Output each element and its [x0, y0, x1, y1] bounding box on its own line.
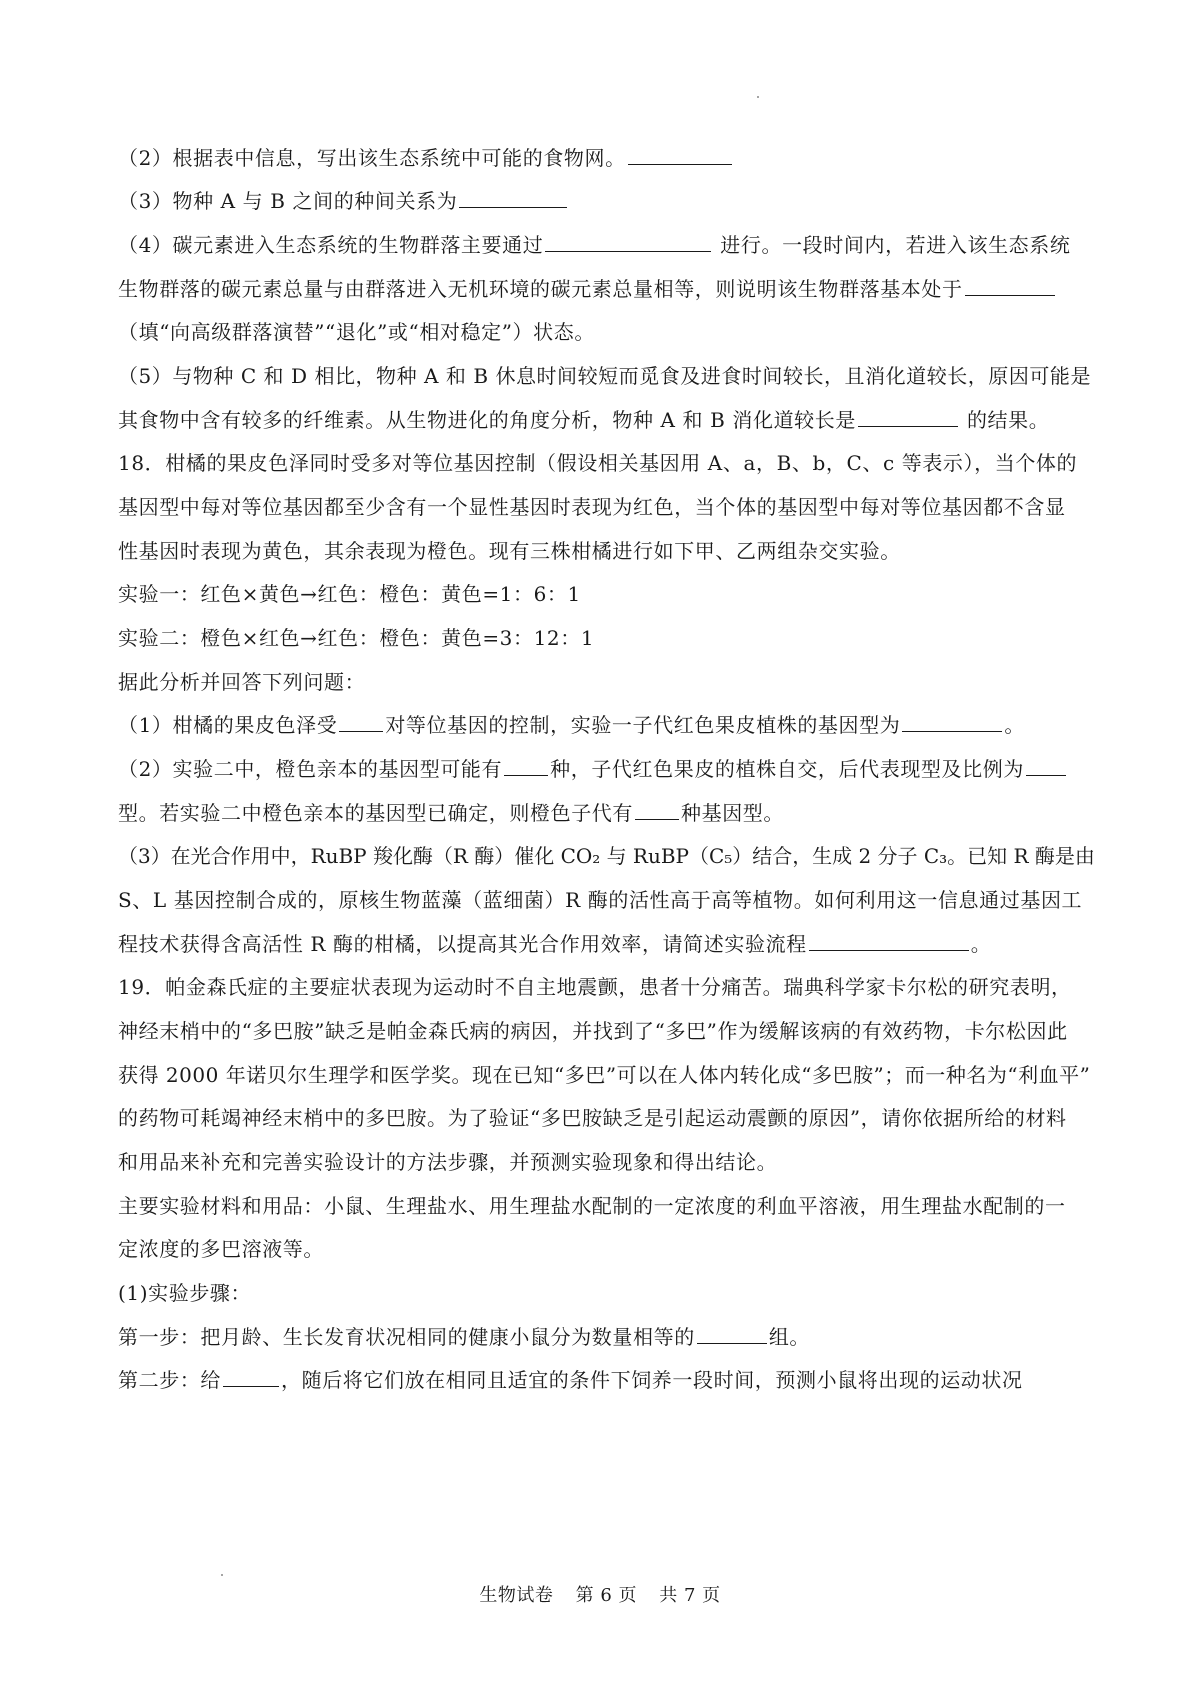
text-line [118, 539, 901, 563]
text-line [118, 626, 594, 650]
answer-blank[interactable] [858, 408, 958, 427]
text-line [118, 408, 1049, 432]
answer-blank[interactable] [545, 233, 711, 252]
text-line [118, 801, 784, 825]
line-text: 定浓度的多巴溶液等。 [118, 1237, 324, 1261]
line-text: 进行。一段时间内，若进入该生态系统 [713, 233, 1071, 257]
text-line [118, 495, 1066, 519]
text-line [118, 1368, 1023, 1392]
line-text: （填“向高级群落演替”“退化”或“相对稳定”）状态。 [118, 320, 595, 344]
answer-blank[interactable] [504, 757, 548, 776]
line-text: 型。若实验二中橙色亲本的基因型已确定，则橙色子代有 [118, 801, 633, 825]
line-text: 基因型中每对等位基因都至少含有一个显性基因时表现为红色，当个体的基因型中每对等位基因都不含显 [118, 495, 1066, 519]
answer-blank[interactable] [809, 932, 969, 951]
line-text: (1)实验步骤： [118, 1281, 252, 1305]
line-text: 。 [1004, 713, 1025, 737]
answer-blank[interactable] [635, 801, 679, 820]
line-text: （2）实验二中，橙色亲本的基因型可能有 [118, 757, 503, 781]
text-line [118, 1237, 324, 1261]
text-line [118, 233, 1071, 257]
answer-blank[interactable] [628, 146, 732, 165]
text-line [118, 1063, 1090, 1087]
line-text: 的结果。 [959, 408, 1050, 432]
line-text: 18．柑橘的果皮色泽同时受多对等位基因控制（假设相关基因用 A、a，B、b，C、c 等表示），当个体的 [118, 451, 1078, 475]
line-text: 的药物可耗竭神经末梢中的多巴胺。为了验证“多巴胺缺乏是引起运动震颤的原因”，请你依据所给的材料 [118, 1106, 1067, 1130]
line-text: 和用品来补充和完善实验设计的方法步骤，并预测实验现象和得出结论。 [118, 1150, 778, 1174]
line-text: 19．帕金森氏症的主要症状表现为运动时不自主地震颤，患者十分痛苦。瑞典科学家卡尔松的研究表明， [118, 975, 1072, 999]
line-text: 第一步：把月龄、生长发育状况相同的健康小鼠分为数量相等的 [118, 1325, 695, 1349]
line-text: 。 [970, 932, 992, 956]
footer-page-number: 第 6 页 [575, 1585, 637, 1606]
question-19-line [118, 975, 1072, 999]
line-text: ，随后将它们放在相同且适宜的条件下饲养一段时间，预测小鼠将出现的运动状况 [281, 1368, 1023, 1392]
line-text: （4）碳元素进入生态系统的生物群落主要通过 [118, 233, 544, 257]
text-line [118, 1019, 1068, 1043]
text-line [118, 844, 1095, 868]
line-text: 对等位基因的控制，实验一子代红色果皮植株的基因型为 [385, 713, 901, 737]
scan-speck [757, 96, 759, 98]
text-line [118, 1281, 251, 1305]
line-text: （3）物种 A 与 B 之间的种间关系为 [118, 189, 458, 213]
line-text: S、L 基因控制合成的，原核生物蓝藻（蓝细菌）R 酶的活性高于高等植物。如何利用这一信息通过基因工 [118, 888, 1083, 912]
text-line [118, 582, 581, 606]
page-footer [0, 1585, 1200, 1607]
text-line [118, 888, 1082, 912]
line-text: 获得 2000 年诺贝尔生理学和医学奖。现在已知“多巴”可以在人体内转化成“多巴胺”；而一种名为“利血平” [118, 1063, 1091, 1087]
answer-blank[interactable] [902, 713, 1002, 732]
line-text: 神经末梢中的“多巴胺”缺乏是帕金森氏病的病因，并找到了“多巴”作为缓解该病的有效药物，卡尔松因此 [118, 1019, 1068, 1043]
line-text: 种，子代红色果皮的植株自交，后代表现型及比例为 [550, 757, 1024, 781]
line-text: （2）根据表中信息，写出该生态系统中可能的食物网。 [118, 146, 626, 170]
text-line [118, 1325, 810, 1349]
answer-blank[interactable] [339, 713, 383, 732]
line-text: 主要实验材料和用品：小鼠、生理盐水、用生理盐水配制的一定浓度的利血平溶液，用生理盐水配制的一 [118, 1194, 1066, 1218]
scan-speck [221, 1574, 223, 1576]
question-18-line [118, 451, 1077, 475]
text-line [118, 1194, 1066, 1218]
answer-blank[interactable] [223, 1368, 279, 1387]
text-line [118, 189, 569, 213]
text-line [118, 1150, 777, 1174]
text-line [118, 932, 991, 956]
text-line [118, 364, 1091, 388]
line-text: 生物群落的碳元素总量与由群落进入无机环境的碳元素总量相等，则说明该生物群落基本处于 [118, 277, 963, 301]
answer-blank[interactable] [965, 277, 1055, 296]
answer-blank[interactable] [1026, 757, 1066, 776]
line-text: 性基因时表现为黄色，其余表现为橙色。现有三株柑橘进行如下甲、乙两组杂交实验。 [118, 539, 901, 563]
line-text: 其食物中含有较多的纤维素。从生物进化的角度分析，物种 A 和 B 消化道较长是 [118, 408, 856, 432]
line-text: 组。 [768, 1325, 811, 1349]
line-text: 种基因型。 [681, 801, 784, 825]
line-text: 实验二：橙色×红色→红色：橙色：黄色=3：12：1 [118, 626, 595, 650]
text-line [118, 757, 1068, 781]
line-text: （3）在光合作用中，RuBP 羧化酶（R 酶）催化 CO₂ 与 RuBP（C₅）结合，生成 2 分子 C₃。已知 R 酶是由 [118, 844, 1095, 868]
text-line [118, 146, 734, 170]
line-text: （1）柑橘的果皮色泽受 [118, 713, 338, 737]
line-text: 第二步：给 [118, 1368, 221, 1392]
text-line [118, 277, 1057, 301]
text-line [118, 320, 595, 344]
line-text: 实验一：红色×黄色→红色：橙色：黄色=1：6：1 [118, 582, 581, 606]
answer-blank[interactable] [697, 1325, 767, 1344]
text-line [118, 713, 1025, 737]
answer-blank[interactable] [459, 189, 567, 208]
text-line [118, 670, 365, 694]
footer-subject: 生物试卷 [479, 1585, 554, 1606]
footer-total-pages: 共 7 页 [659, 1585, 721, 1606]
text-line [118, 1106, 1067, 1130]
line-text: 据此分析并回答下列问题： [118, 670, 366, 694]
line-text: （5）与物种 C 和 D 相比，物种 A 和 B 休息时间较短而觅食及进食时间较长，且消化道较长，原因可能是 [118, 364, 1091, 388]
line-text: 程技术获得含高活性 R 酶的柑橘，以提高其光合作用效率，请简述实验流程 [118, 932, 807, 956]
